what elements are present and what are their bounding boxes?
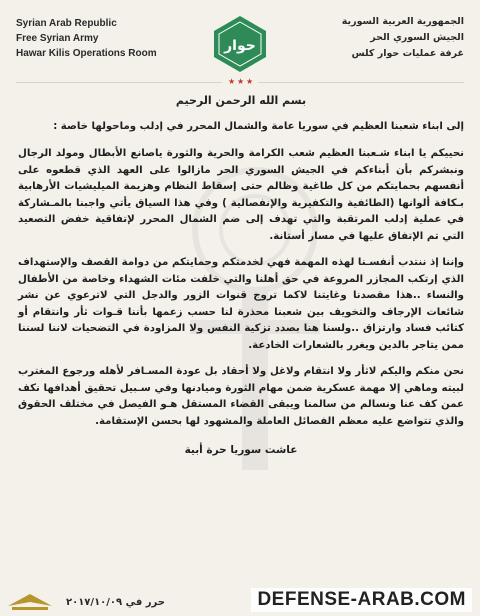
header-english (16, 16, 157, 61)
statement-body (18, 94, 464, 456)
header-english-line-1: Syrian Arab Republic (16, 18, 117, 29)
statement-paragraph-1: نحييكم يا ابناء شـعبنا العظيم شعب الكرامة والحرية والثورة ياصانع الأبطال ومولد الرجال ونبشركم بأن أبناءكم في الجيش السوري الحر مازالوا على العهد الذي قطعوه على أنفسهم بحمايتكم من كل طاغية وظالم حتى إسقاط النظام وهزيمة الميليشيات الأرهابية بـكافة ألوانها (الطائفية والتكفيرية والإنفصالية ) وفي هذا السياق يأتي واجبنا بالمـشاركة في عملية إدلب المرتقبة والتي تهدف إلى ضم الشمال المحرر لإتفاقية خفض التصعيد التي تم الإتفاق عليها في مسار أستانة. (18, 148, 464, 242)
hawar-logo-text: حوار (224, 38, 256, 54)
header-arabic-line-3: غرفة عمليات حوار كلس (351, 48, 464, 59)
header-english-line-3: Hawar Kilis Operations Room (16, 48, 157, 59)
header-arabic-line-2: الجيش السوري الحر (370, 32, 464, 43)
header-english-line-2: Free Syrian Army (16, 33, 99, 44)
header-arabic (324, 14, 464, 62)
hawar-logo (210, 14, 270, 74)
header-arabic-line-1: الجمهورية العربية السورية (341, 16, 464, 27)
basmala: بسم الله الرحمن الرحيم (175, 94, 307, 107)
svg-text:★: ★ (228, 77, 236, 86)
revolution-flag-stars (222, 76, 258, 86)
svg-text:★: ★ (237, 77, 245, 86)
statement-date: حرر في ٢٠١٧/١٠/٠٩ (66, 597, 165, 608)
statement-closing: عاشت سوريا حرة أبية (184, 444, 298, 456)
defense-arab-watermark[interactable]: DEFENSE-ARAB.COM (251, 588, 472, 612)
statement-intro: إلى ابناء شعبنا العظيم في سوريا عامة والشمال المحرر في إدلب وماحولها خاصة : (53, 121, 464, 132)
svg-text:★: ★ (246, 77, 254, 86)
statement-paragraph-2: وإننا إذ ننتدب أنفسـنا لهذه المهمة فهي لخدمتكم وحمايتكم من دوامة القصف والإستهداف الذي إرتكب المجازر المروعة في حق أهلنا والتي خلفت مئات الشهداء وخاصة من الأطفال والنساء ..هذا مقصدنا وغايتنا لاكما تروج قنوات الزور والدجل التي لاترعوي عن نشر شائعات الإرجاف والتخويف بين شعبنا محذرة لنا حسب زعمها بأننا قـوات ثأر وانتقام أو كتائب فساد وارتزاق ..ولسنا هنا بصدد تزكية النفس ولا المزاودة في التضحيات لاننا لسننا ممن يتاجر بالدين ويغرر بالشعارات الخادعة. (18, 257, 464, 351)
defense-arab-logo-icon (6, 590, 54, 612)
statement-paragraph-3: نحن منكم واليكم لاثأر ولا انتقام ولاغل ولا أحقاد بل عودة المسـافر لأهله ورجوع المغترب لبيته وماهي إلا مهمة عسكرية ضمن مهام الثورة وميادنها وفي سـبيل تحقيق أهدافها نكف عمن كف عنا ونسالم من سالمنا ويبقى القضاء المستقل هـو الفيصل في مختلف الحقوق والذي تتواضع عليه معظم الفصائل العاملة والمشهود لها بحسن الإستقامة. (18, 366, 464, 427)
